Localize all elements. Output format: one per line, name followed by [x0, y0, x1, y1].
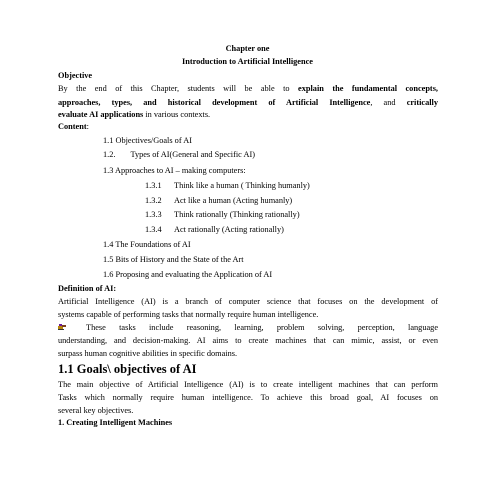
pointing-hand-bullet-icon — [58, 323, 68, 334]
definition-heading: Definition of AI: — [58, 284, 117, 293]
definition-p2-line-3: surpass human cognitive abilities in specific domains. — [58, 349, 238, 358]
toc-subitem: 1.3.1 Think like a human ( Thinking humanly) — [145, 181, 310, 190]
goals-line-3: several key objectives. — [58, 406, 134, 415]
objective-heading: Objective — [58, 71, 93, 80]
toc-subitem: 1.3.3 Think rationally (Thinking rationally) — [145, 210, 300, 219]
objective-line-3 — [58, 110, 210, 120]
definition-p2-line-1 — [58, 323, 438, 334]
definition-p1-line-2: systems capable of performing tasks that normally require human intelligence. — [58, 310, 319, 319]
objective-line-2-bold2: critically — [406, 98, 439, 107]
objective-line-2-mid: , and — [370, 98, 396, 107]
toc-item: 1.4 The Foundations of AI — [103, 240, 191, 249]
toc-subitem: 1.3.2 Act like a human (Acting humanly) — [145, 196, 293, 205]
objective-line-1 — [58, 84, 438, 94]
chapter-title: Introduction to Artificial Intelligence — [182, 57, 313, 66]
objective-line-1-prefix: By the end of this Chapter, students will be able to — [58, 84, 290, 93]
toc-item: 1.6 Proposing and evaluating the Application of AI — [103, 270, 273, 279]
objective-line-3-rest: in various contexts. — [143, 110, 211, 119]
goals-line-1: The main objective of Artificial Intelligence (AI) is to create intelligent machines that can perform — [58, 380, 438, 389]
toc-subitem: 1.3.4 Act rationally (Acting rationally) — [145, 225, 284, 234]
toc-item: 1.1 Objectives/Goals of AI — [103, 136, 192, 145]
chapter-label: Chapter one — [225, 44, 270, 53]
toc-item: 1.2. Types of AI(General and Specific AI) — [103, 150, 255, 159]
objective-line-3-bold: evaluate AI applications — [58, 110, 144, 119]
goals-line-2: Tasks which normally require human intelligence. To achieve this broad goal, AI focuses on — [58, 393, 438, 402]
section-heading-goals: 1.1 Goals\ objectives of AI — [58, 362, 197, 376]
objective-line-2 — [58, 98, 438, 108]
definition-p2-line-2: understanding, and decision-making. AI aims to create machines that can mimic, assist, or even — [58, 336, 438, 345]
definition-p2-line-1-text: These tasks include reasoning, learning, problem solving, perception, language — [86, 323, 438, 332]
objective-line-1-bold: explain the fundamental concepts, — [298, 84, 438, 93]
definition-p1-line-1: Artificial Intelligence (AI) is a branch of computer science that focuses on the development of — [58, 297, 438, 306]
goals-subheading: 1. Creating Intelligent Machines — [58, 418, 173, 427]
toc-item: 1.3 Approaches to AI – making computers: — [103, 166, 246, 175]
objective-line-2-bold: approaches, types, and historical development of Artificial Intelligence — [58, 98, 371, 107]
toc-item: 1.5 Bits of History and the State of the Art — [103, 255, 244, 264]
content-heading: Content: — [58, 122, 89, 131]
